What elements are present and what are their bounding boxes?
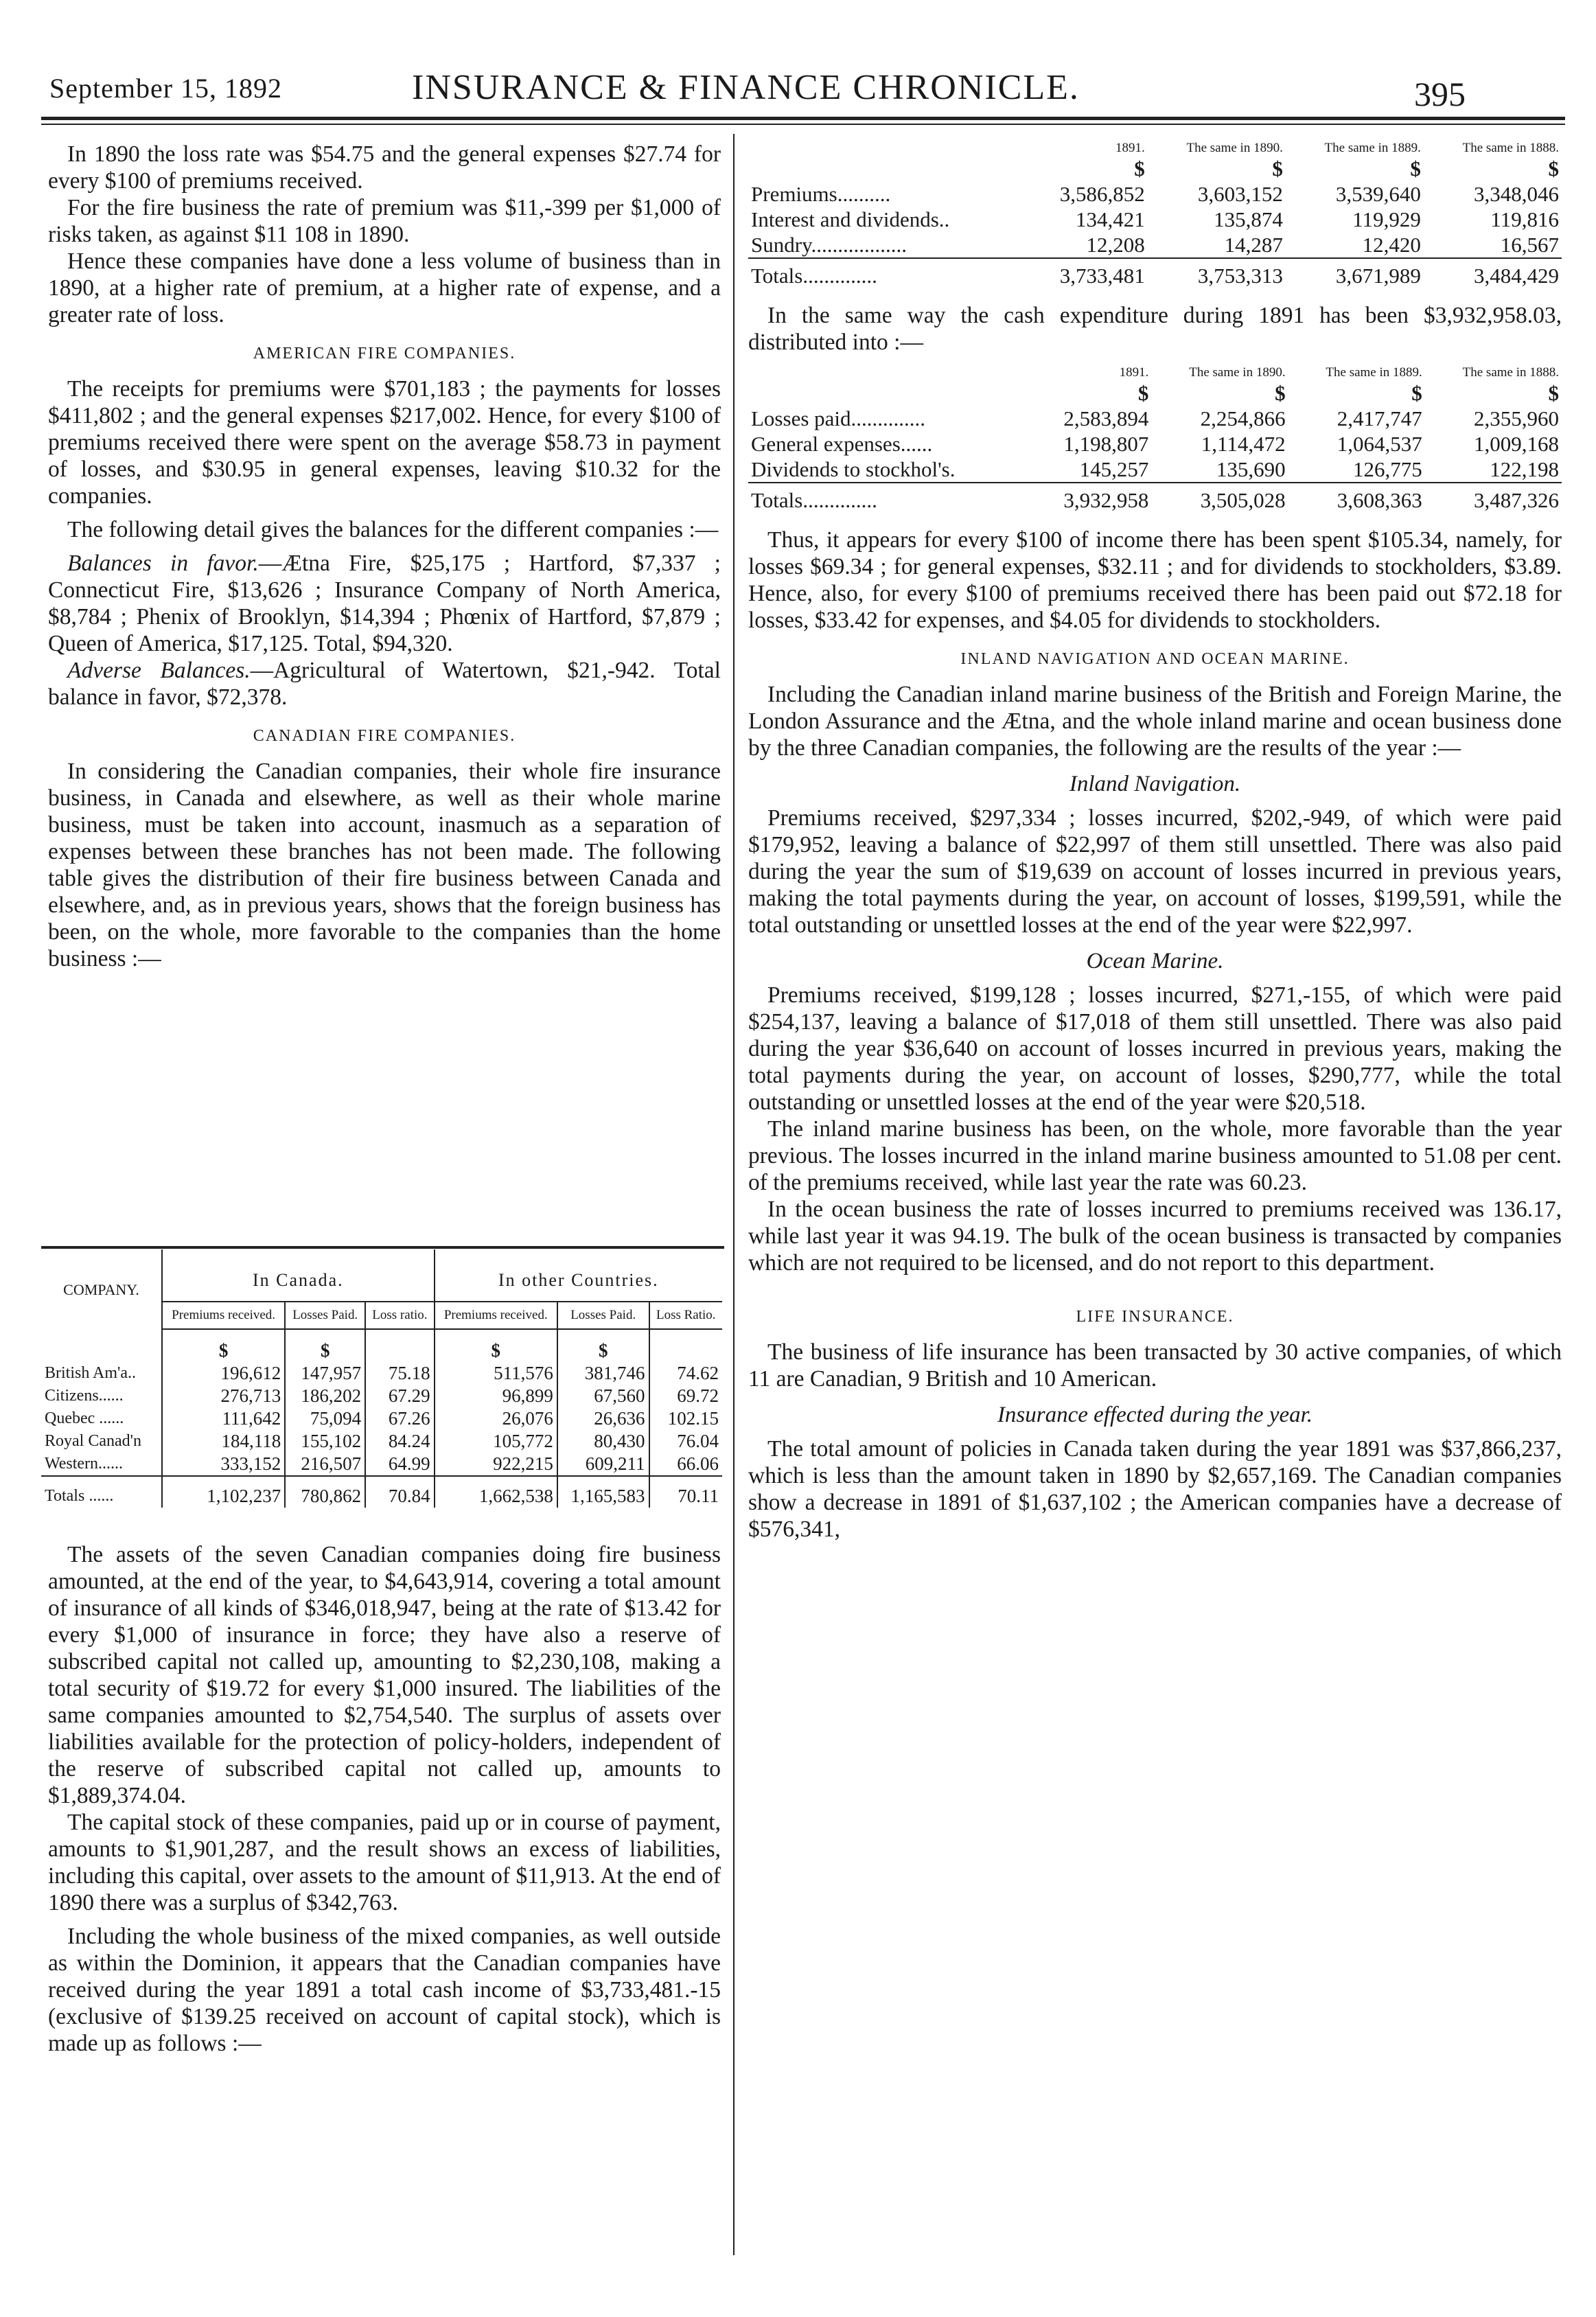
table-cell: 105,772 (435, 1430, 557, 1453)
currency-symbol: $ (1275, 381, 1286, 405)
table-row (41, 1453, 722, 1476)
section-heading-canadian-fire: CANADIAN FIRE COMPANIES. (253, 727, 516, 745)
table-row (748, 406, 1562, 431)
table-cell: 155,102 (285, 1430, 365, 1453)
col-loss-ratio: Loss Ratio. (649, 1302, 722, 1329)
header-spacer (748, 141, 1025, 156)
currency-symbol: $ (285, 1329, 365, 1362)
expenditure-table (748, 365, 1562, 513)
col-losses: Losses Paid. (557, 1302, 649, 1329)
totals-cell: 3,484,429 (1424, 258, 1562, 288)
paragraph: Including the Canadian inland marine business of the British and Foreign Marine, the London Assurance and the Ætna, and the whole inland marine and ocean business done by the three Canadian companies, the following are the results of the year :— (748, 682, 1562, 761)
currency-symbol: $ (1411, 381, 1422, 405)
table-cell: 74.62 (677, 1363, 719, 1383)
paragraph: The inland marine business has been, on the whole, more favorable than the year previous. The losses incurred in the inland marine business amounted to 51.08 per cent. of the premiums received, while last year the rate was 60.23. (748, 1116, 1562, 1195)
symbol-spacer (748, 380, 1030, 406)
table-cell: 511,576 (435, 1362, 557, 1385)
table-cell: 147,957 (285, 1362, 365, 1385)
table-cell: 75,094 (285, 1407, 365, 1430)
table-cell: 119,929 (1352, 207, 1421, 231)
paragraph: In 1890 the loss rate was $54.75 and the general expenses $27.74 for every $100 of premiums received. (48, 141, 721, 194)
table-cell: 111,642 (162, 1407, 285, 1430)
table-cell: 1,064,537 (1337, 432, 1422, 456)
table-row (41, 1430, 722, 1453)
totals-cell: 3,753,313 (1148, 258, 1286, 288)
paragraph: The assets of the seven Canadian companies doing fire business amounted, at the end of the year, to $4,643,914, covering a total amount of insurance of all kinds of $346,018,947, being at the rate of $13.42 for every $1,000 of insurance in force; they have also a reserve of subscribed capital not called up, amounting to $2,230,108, making a total security of $19.72 for every $1,000 insured. The liabilities of the same companies amounted to $2,754,540. The surplus of assets over liabilities available for the protection of policy-holders, independent of the reserve of subscribed capital not called up, amounts to $1,889,374.04. (48, 1542, 721, 1808)
symbol-spacer (649, 1329, 722, 1362)
subheading-inland: Inland Navigation. (1069, 772, 1241, 796)
table-cell: 66.06 (677, 1453, 719, 1474)
company-name: Western...... (41, 1453, 162, 1476)
section-heading-life-insurance: LIFE INSURANCE. (1076, 1308, 1234, 1326)
table-cell: 64.99 (365, 1453, 434, 1476)
col-premiums: Premiums received. (435, 1302, 557, 1329)
table-row (748, 207, 1562, 232)
currency-symbol: $ (1272, 157, 1283, 181)
currency-symbol: $ (1137, 381, 1149, 405)
table-cell: 333,152 (162, 1453, 285, 1476)
totals-label: Totals.............. (748, 483, 1030, 513)
row-label: General expenses...... (751, 432, 933, 456)
table-cell: 2,417,747 (1337, 406, 1422, 430)
paragraph: The following detail gives the balances for the different companies :— (67, 517, 719, 542)
paragraph: The business of life insurance has been transacted by 30 active companies, of which 11 are Canadian, 9 British and 10 American. (748, 1339, 1562, 1392)
left-column-upper (48, 141, 721, 972)
paragraph-balances-in-favor (48, 550, 721, 657)
year-header: The same in 1890. (1186, 141, 1283, 155)
col-loss-ratio: Loss ratio. (365, 1302, 434, 1329)
table-rule-top (41, 1246, 724, 1249)
paragraph-adverse-balances (48, 657, 721, 711)
table-cell: 135,690 (1216, 457, 1286, 481)
totals-cell: 3,487,326 (1425, 483, 1562, 513)
company-name: Citizens...... (41, 1385, 162, 1407)
table-cell: 196,612 (162, 1362, 285, 1385)
table-cell: 135,874 (1214, 207, 1283, 231)
currency-symbol: $ (162, 1329, 285, 1362)
inline-label: Balances in favor. (67, 551, 259, 576)
table-cell: 134,421 (1076, 207, 1145, 231)
paragraph: In considering the Canadian companies, their whole fire insurance business, in Canada and elsewhere, as well as their whole marine business, must be taken into account, inasmuch as a separation of expenses between these branches has not been made. The following table gives the distribution of their fire business between Canada and elsewhere, and, as in previous years, shows that the foreign business has been, on the whole, more favorable to the companies than the home business :— (48, 759, 721, 971)
paragraph: The capital stock of these companies, paid up or in course of payment, amounts to $1,901,287, and the result shows an excess of liabilities, including this capital, over assets to the amount of $11,913. At the end of 1890 there was a surplus of $342,763. (48, 1810, 721, 1915)
currency-symbol: $ (1548, 157, 1559, 181)
table-cell: 2,254,866 (1200, 406, 1286, 430)
table-cell: 922,215 (435, 1453, 557, 1476)
table-cell: 3,603,152 (1197, 182, 1283, 206)
table-cell: 145,257 (1079, 457, 1149, 481)
inline-label: Adverse Balances. (67, 658, 251, 683)
totals-cell: 3,505,028 (1151, 483, 1288, 513)
table-row (41, 1407, 722, 1430)
table-cell: 76.04 (677, 1431, 719, 1451)
left-column-lower (48, 1541, 721, 2057)
journal-title: INSURANCE & FINANCE CHRONICLE. (412, 68, 1080, 107)
table-header-row (748, 141, 1562, 156)
table-row (748, 232, 1562, 258)
paragraph: Including the whole business of the mixed companies, as well outside as within the Dominion, it appears that the Canadian companies have received during the year 1891 a total cash income of $3,733,481.-15 (exclusive of $139.25 received on account of capital stock), which is made up as follows :— (48, 1924, 721, 2056)
table-cell: 2,355,960 (1474, 406, 1559, 430)
symbol-spacer (41, 1329, 162, 1362)
page-number: 395 (1414, 75, 1466, 113)
company-name: British Am'a.. (41, 1362, 162, 1385)
year-header: The same in 1888. (1462, 141, 1559, 155)
currency-symbol: $ (557, 1329, 649, 1362)
table-cell: 1,009,168 (1474, 432, 1559, 456)
table-cell: 84.24 (365, 1430, 434, 1453)
table-cell: 216,507 (285, 1453, 365, 1476)
canadian-fire-table (41, 1249, 722, 1508)
year-header: 1891. (1115, 141, 1145, 155)
company-name: Royal Canad'n (41, 1430, 162, 1453)
table-cell: 12,420 (1362, 233, 1421, 257)
currency-symbol: $ (1410, 157, 1421, 181)
inline-text: —Agricultural of Watertown, $21,-942. Total balance in favor, $72,378. (48, 658, 721, 710)
table-cell: 186,202 (285, 1385, 365, 1407)
table-header-row (748, 365, 1562, 380)
year-header: The same in 1889. (1324, 141, 1421, 155)
table-cell: 12,208 (1086, 233, 1145, 257)
table-cell: 26,076 (435, 1407, 557, 1430)
table-cell: 16,567 (1500, 233, 1559, 257)
totals-cell: 3,932,958 (1030, 483, 1151, 513)
paragraph: In the same way the cash expenditure during 1891 has been $3,932,958.03, distributed into :— (748, 303, 1562, 355)
col-company: COMPANY. (41, 1249, 162, 1329)
table-cell: 67.29 (365, 1385, 434, 1407)
row-label: Interest and dividends.. (751, 207, 950, 231)
table-row (748, 457, 1562, 483)
table-cell: 126,775 (1353, 457, 1422, 481)
totals-cell: 1,102,237 (162, 1476, 285, 1508)
inline-text: —Ætna Fire, $25,175 ; Hartford, $7,337 ; Connecticut Fire, $13,626 ; Insurance Company of North America, $8,784 ; Phenix of Brooklyn, $14,394 ; Phœnix of Hartford, $7,879 ; Queen of America, $17,125. Total, $94,320. (48, 551, 721, 656)
totals-cell: 1,165,583 (557, 1476, 649, 1508)
header-spacer (748, 365, 1030, 380)
header-rule-thick (41, 117, 1565, 120)
table-cell: 1,198,807 (1063, 432, 1149, 456)
symbol-spacer (365, 1329, 434, 1362)
paragraph: Premiums received, $297,334 ; losses incurred, $202,-949, of which were paid $179,952, leaving a balance of $22,997 of them still unsettled. There was also paid during the year the sum of $19,639 on account of losses incurred in previous years, making the total payments during the year, on account of losses, $199,591, while the total outstanding or unsettled losses at the end of the year were $22,997. (748, 805, 1562, 938)
table-cell: 2,583,894 (1063, 406, 1149, 430)
totals-row (748, 483, 1562, 513)
table-cell: 75.18 (365, 1362, 434, 1385)
section-heading-inland-navigation: INLAND NAVIGATION AND OCEAN MARINE. (960, 650, 1350, 668)
table-cell: 80,430 (557, 1430, 649, 1453)
income-table (748, 141, 1562, 288)
year-header: The same in 1890. (1189, 365, 1286, 380)
currency-row (748, 380, 1562, 406)
table-cell: 184,118 (162, 1430, 285, 1453)
col-losses: Losses Paid. (285, 1302, 365, 1329)
table-cell: 67.26 (365, 1407, 434, 1430)
currency-symbol: $ (1548, 381, 1559, 405)
table-cell: 1,114,472 (1201, 432, 1286, 456)
paragraph: In the ocean business the rate of losses incurred to premiums received was 136.17, while last year it was 94.19. The bulk of the ocean business is transacted by companies which are not required to be licensed, and do not report to this department. (748, 1197, 1562, 1276)
paragraph: Hence these companies have done a less volume of business than in 1890, at a higher rate of premium, at a higher rate of expense, and a greater rate of loss. (48, 249, 721, 327)
totals-cell: 70.84 (365, 1476, 434, 1508)
currency-row (748, 156, 1562, 181)
table-cell: 3,586,852 (1059, 182, 1145, 206)
totals-cell: 70.11 (649, 1476, 722, 1508)
table-cell: 122,198 (1490, 457, 1559, 481)
paragraph: The total amount of policies in Canada taken during the year 1891 was $37,866,237, which is less than the amount taken in 1890 by $2,657,169. The Canadian companies show a decrease in 1891 of $1,637,102 ; the American companies have a decrease of $576,341, (748, 1436, 1562, 1542)
group-header-canada: In Canada. (162, 1249, 435, 1302)
totals-row (748, 258, 1562, 288)
totals-cell: 1,662,538 (435, 1476, 557, 1508)
table-row (41, 1362, 722, 1385)
col-premiums: Premiums received. (162, 1302, 285, 1329)
table-cell: 3,348,046 (1474, 182, 1559, 206)
symbol-spacer (748, 156, 1025, 181)
year-header: The same in 1889. (1326, 365, 1422, 380)
company-name: Quebec ...... (41, 1407, 162, 1430)
year-header: 1891. (1119, 365, 1149, 380)
currency-symbol: $ (435, 1329, 557, 1362)
table-cell: 276,713 (162, 1385, 285, 1407)
subheading-ocean: Ocean Marine. (1086, 949, 1224, 973)
table-cell: 67,560 (557, 1385, 649, 1407)
paragraph: The receipts for premiums were $701,183 ; the payments for losses $411,802 ; and the general expenses $217,002. Hence, for every $100 of premiums received there were spent on the average $58.73 in payment of losses, and $30.95 in general expenses, leaving $10.32 for the companies. (48, 376, 721, 509)
section-heading-american-fire: AMERICAN FIRE COMPANIES. (253, 345, 516, 362)
subheading-life: Insurance effected during the year. (997, 1403, 1313, 1427)
paragraph: For the fire business the rate of premium was $11,-399 per $1,000 of risks taken, as against $11 108 in 1890. (48, 195, 721, 247)
totals-cell: 3,671,989 (1286, 258, 1424, 288)
table-cell: 381,746 (557, 1362, 649, 1385)
row-label: Sundry.................. (751, 233, 907, 257)
table-cell: 69.72 (677, 1385, 719, 1406)
row-label: Dividends to stockhol's. (751, 457, 956, 481)
paragraph: Thus, it appears for every $100 of income there has been spent $105.34, namely, for losses $69.34 ; for general expenses, $32.11 ; and for dividends to stockholders, $3.89. Hence, also, for every $100 of premiums received there has been paid out $72.18 for losses, $33.42 for expenses, and $4.05 for dividends to stockholders. (748, 527, 1562, 633)
table-cell: 3,539,640 (1335, 182, 1421, 206)
year-header: The same in 1888. (1462, 365, 1559, 380)
table-cell: 26,636 (557, 1407, 649, 1430)
row-label: Premiums.......... (751, 182, 891, 206)
totals-cell: 780,862 (285, 1476, 365, 1508)
group-header-other: In other Countries. (435, 1249, 722, 1302)
table-cell: 102.15 (667, 1408, 719, 1429)
totals-cell: 3,608,363 (1288, 483, 1425, 513)
totals-cell: 3,733,481 (1025, 258, 1148, 288)
column-divider (733, 134, 735, 2255)
table-cell: 609,211 (557, 1453, 649, 1476)
totals-label: Totals ...... (41, 1476, 162, 1508)
row-label: Losses paid.............. (751, 406, 926, 430)
table-row (41, 1385, 722, 1407)
table-row (748, 181, 1562, 207)
header-rule-thin (41, 124, 1565, 125)
right-column (748, 141, 1562, 1543)
totals-label: Totals.............. (748, 258, 1025, 288)
table-cell: 119,816 (1490, 207, 1559, 231)
table-cell: 14,287 (1224, 233, 1283, 257)
table-row (748, 431, 1562, 457)
totals-row (41, 1476, 722, 1508)
currency-symbol: $ (1134, 157, 1145, 181)
issue-date: September 15, 1892 (49, 73, 283, 104)
table-cell: 96,899 (435, 1385, 557, 1407)
paragraph: Premiums received, $199,128 ; losses incurred, $271,-155, of which were paid $254,137, leaving a balance of $17,018 of them still unsettled. There was also paid during the year $36,640 on account of losses incurred in previous years, making the total payments during the year, on account of losses, $290,777, while the total outstanding or unsettled losses at the end of the year were $20,518. (748, 982, 1562, 1115)
